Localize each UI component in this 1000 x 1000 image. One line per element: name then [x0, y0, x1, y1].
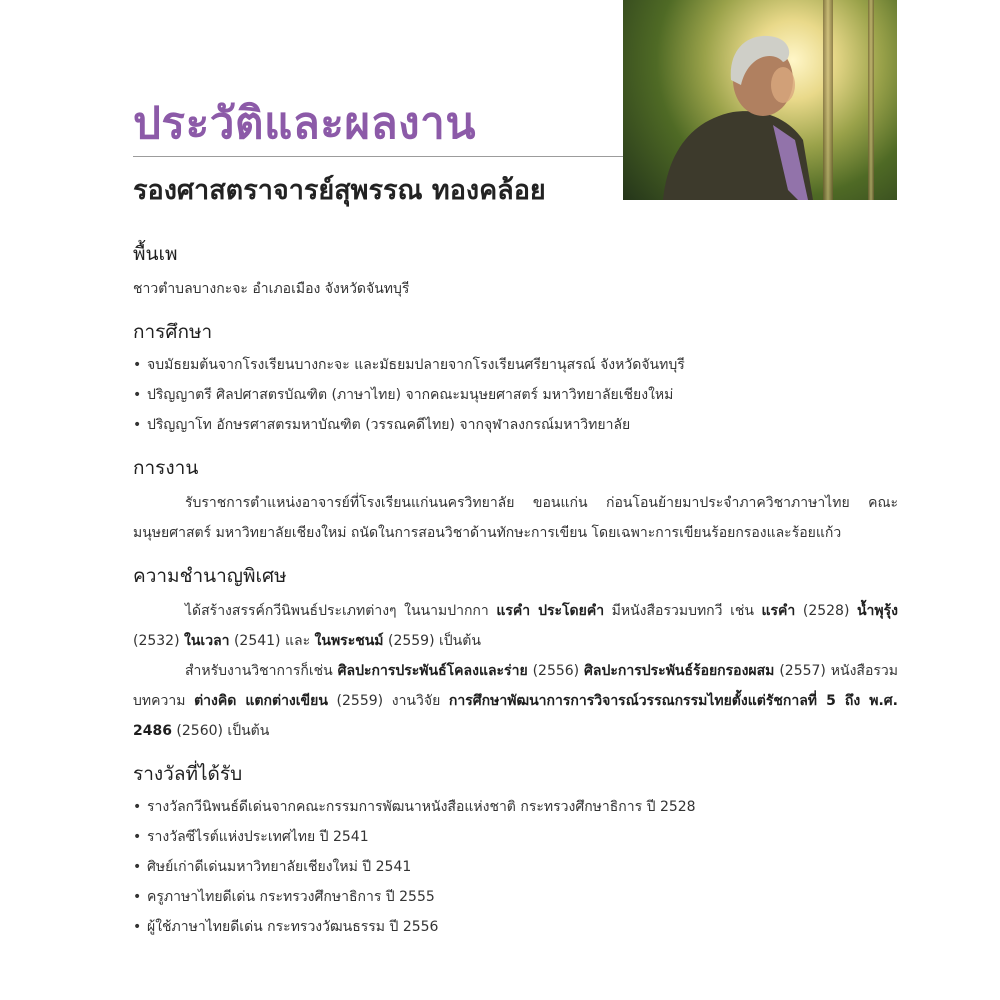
bullet-icon: •	[133, 387, 142, 403]
bullet-icon: •	[133, 919, 142, 935]
expertise-paragraph-2: สำหรับงานวิชาการก็เช่น ศิลปะการประพันธ์โคลงและร่าย (2556) ศิลปะการประพันธ์ร้อยกรองผสม (2557) หนังสือรวมบทความ ต่างคิด แตกต่างเขียน (2559) งานวิจัย การศึกษาพัฒนาการการวิจารณ์วรรณกรรมไทยตั้งแต่รัชกาลที่ 5 ถึง พ.ศ. 2486 (2560) เป็นต้น	[133, 663, 898, 739]
bullet-icon: •	[133, 889, 142, 905]
career-heading: การงาน	[133, 457, 199, 479]
list-item: • ผู้ใช้ภาษาไทยดีเด่น กระทรวงวัฒนธรรม ปี 2556	[133, 912, 898, 942]
background-heading: พื้นเพ	[133, 243, 178, 265]
book-title: ศิลปะการประพันธ์ร้อยกรองผสม	[584, 663, 775, 679]
education-heading: การศึกษา	[133, 321, 213, 343]
bullet-icon: •	[133, 829, 142, 845]
list-item: • ปริญญาโท อักษรศาสตรมหาบัณฑิต (วรรณคดีไทย) จากจุฬาลงกรณ์มหาวิทยาลัย	[133, 410, 898, 440]
title-divider	[133, 156, 623, 157]
background-text: ชาวตำบลบางกะจะ อำเภอเมือง จังหวัดจันทบุรี	[133, 281, 410, 297]
book-title: ต่างคิด แตกต่างเขียน	[194, 693, 328, 709]
bullet-icon: •	[133, 799, 142, 815]
list-item: • รางวัลซีไรต์แห่งประเทศไทย ปี 2541	[133, 822, 898, 852]
book-title: ในเวลา	[184, 633, 230, 649]
pen-name: แรคำ ประโดยคำ	[496, 603, 605, 619]
bullet-icon: •	[133, 859, 142, 875]
list-item: • จบมัธยมต้นจากโรงเรียนบางกะจะ และมัธยมปลายจากโรงเรียนศรียานุสรณ์ จังหวัดจันทบุรี	[133, 350, 898, 380]
person-name: รองศาสตราจารย์สุพรรณ ทองคล้อย	[133, 175, 546, 206]
list-item: • ศิษย์เก่าดีเด่นมหาวิทยาลัยเชียงใหม่ ปี 2541	[133, 852, 898, 882]
education-list	[133, 350, 898, 440]
bullet-icon: •	[133, 357, 142, 373]
bullet-icon: •	[133, 417, 142, 433]
list-item: • รางวัลกวีนิพนธ์ดีเด่นจากคณะกรรมการพัฒนาหนังสือแห่งชาติ กระทรวงศึกษาธิการ ปี 2528	[133, 792, 898, 822]
book-title: แรคำ	[761, 603, 796, 619]
biography-content	[133, 240, 898, 942]
person-figure	[623, 0, 897, 200]
book-title: ในพระชนม์	[314, 633, 384, 649]
portrait-photo	[623, 0, 897, 200]
research-title: การศึกษาพัฒนาการการวิจารณ์วรรณกรรมไทยตั้งแต่รัชกาลที่ 5 ถึง พ.ศ. 2486	[133, 693, 898, 739]
awards-heading: รางวัลที่ได้รับ	[133, 763, 243, 785]
expertise-heading: ความชำนาญพิเศษ	[133, 565, 287, 587]
list-item: • ปริญญาตรี ศิลปศาสตรบัณฑิต (ภาษาไทย) จากคณะมนุษยศาสตร์ มหาวิทยาลัยเชียงใหม่	[133, 380, 898, 410]
book-title: น้ำพุรุ้ง	[856, 603, 898, 619]
book-title: ศิลปะการประพันธ์โคลงและร่าย	[337, 663, 528, 679]
expertise-paragraph-1: ได้สร้างสรรค์กวีนิพนธ์ประเภทต่างๆ ในนามปากกา แรคำ ประโดยคำ มีหนังสือรวมบทกวี เช่น แรคำ (2528) น้ำพุรุ้ง (2532) ในเวลา (2541) และ ในพระชนม์ (2559) เป็นต้น	[133, 603, 898, 649]
awards-list	[133, 792, 898, 942]
page-title: ประวัติและผลงาน	[133, 98, 476, 149]
career-text: รับราชการตำแหน่งอาจารย์ที่โรงเรียนแก่นนครวิทยาลัย ขอนแก่น ก่อนโอนย้ายมาประจำภาควิชาภาษาไทย คณะมนุษยศาสตร์ มหาวิทยาลัยเชียงใหม่ ถนัดในการสอนวิชาด้านทักษะการเขียน โดยเฉพาะการเขียนร้อยกรองและร้อยแก้ว	[133, 495, 898, 541]
list-item: • ครูภาษาไทยดีเด่น กระทรวงศึกษาธิการ ปี 2555	[133, 882, 898, 912]
